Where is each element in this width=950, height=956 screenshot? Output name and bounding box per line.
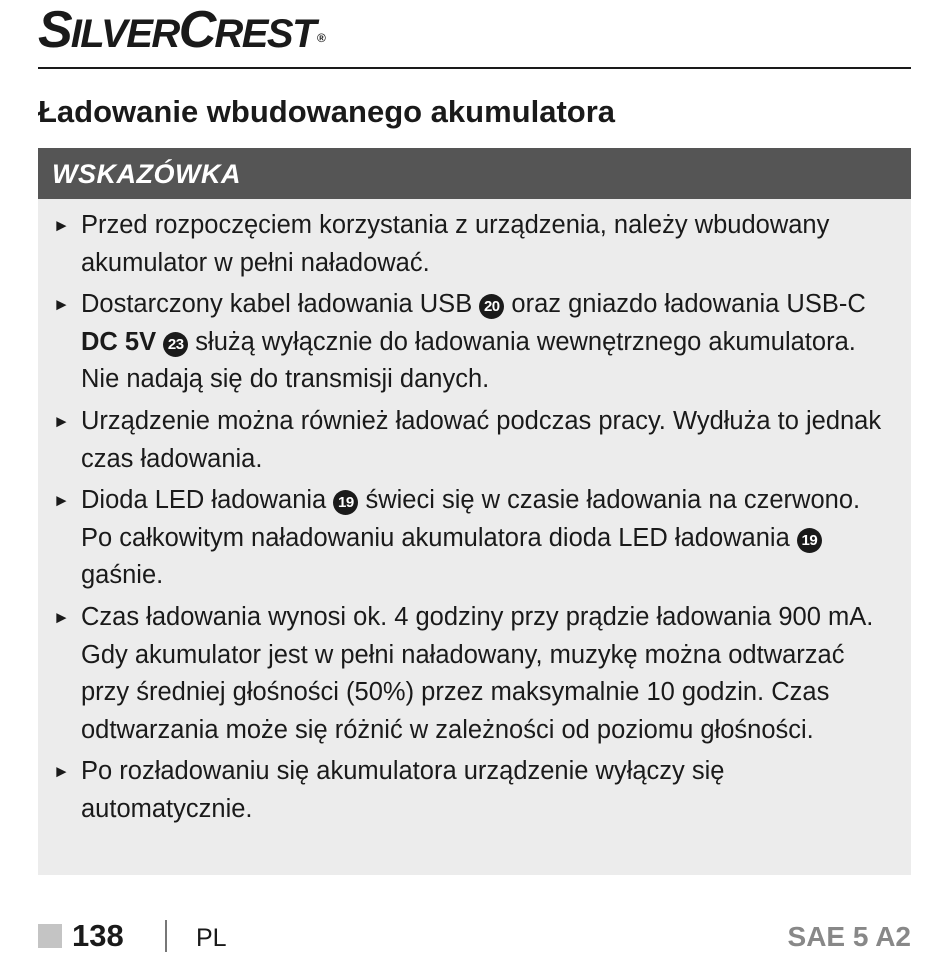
note-text: gaśnie. <box>81 561 164 590</box>
note-text: świeci się w czasie ładowania na czerwono. Po całkowitym naładowaniu akumulatora dioda LED ładowania <box>81 486 861 552</box>
footer-square-marker <box>38 924 62 948</box>
note-text: Po rozładowaniu się akumulatora urządzenie wyłączy się automatycznie. <box>81 757 725 823</box>
reference-number-badge: 19 <box>333 490 358 515</box>
bullet-arrow-icon: ► <box>53 762 70 782</box>
note-text: Czas ładowania wynosi ok. 4 godziny przy prądzie ładowania 900 mA. Gdy akumulator jest w pełni naładowany, muzykę można odtwarzać przy średniej głośności (50%) przez maksymalnie 10 godzin. Czas odtwarzania może się różnić w zależności od poziomu głośności. <box>81 602 874 744</box>
bullet-arrow-icon: ► <box>53 295 70 315</box>
note-item-4 <box>52 482 897 595</box>
bullet-arrow-icon: ► <box>53 491 70 511</box>
footer-divider <box>165 920 167 952</box>
note-text: służą wyłącznie do ładowania wewnętrznego akumulatora. Nie nadają się do transmisji danych. <box>81 327 856 394</box>
bullet-arrow-icon: ► <box>53 411 70 431</box>
note-item-5 <box>52 599 897 749</box>
language-code: PL <box>196 924 227 952</box>
note-text: Przed rozpoczęciem korzystania z urządzenia, należy wbudowany akumulator w pełni naładować. <box>81 211 830 277</box>
note-item-3 <box>52 403 897 478</box>
voltage-label: DC 5V <box>81 327 157 356</box>
note-item-2 <box>52 286 897 399</box>
model-number: SAE 5 A2 <box>787 921 911 952</box>
brand-logo: SILVERCREST ® <box>38 1 324 59</box>
note-text: Urządzenie można również ładować podczas pracy. Wydłuża to jednak czas ładowania. <box>81 406 882 473</box>
note-box <box>38 148 911 875</box>
bullet-arrow-icon: ► <box>53 607 70 627</box>
note-text: Dioda LED ładowania <box>81 486 327 515</box>
page-number: 138 <box>72 918 124 953</box>
reference-number-badge: 19 <box>797 528 822 553</box>
note-text: oraz gniazdo ładowania USB-C <box>511 290 866 319</box>
note-header: WSKAZÓWKA <box>38 148 911 199</box>
note-item-1 <box>52 207 897 282</box>
note-list <box>38 199 911 829</box>
reference-number-badge: 20 <box>479 294 504 319</box>
header-rule <box>38 67 911 69</box>
bullet-arrow-icon: ► <box>53 216 70 235</box>
page-title: Ładowanie wbudowanego akumulatora <box>38 94 616 129</box>
note-item-6 <box>52 753 897 828</box>
reference-number-badge: 23 <box>163 332 188 357</box>
note-text: Dostarczony kabel ładowania USB <box>81 290 473 319</box>
